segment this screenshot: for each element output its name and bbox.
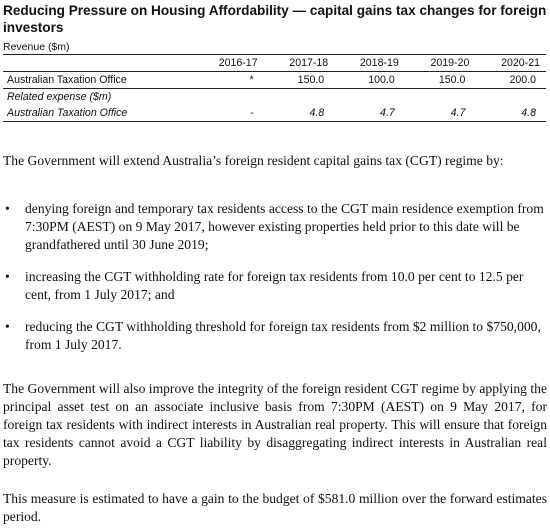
year-header-row — [3, 55, 546, 72]
header-blank — [3, 55, 193, 72]
estimate-paragraph: This measure is estimated to have a gain to the budget of $581.0 million over the forward estimates period. — [3, 491, 547, 524]
row-label: Australian Taxation Office — [3, 72, 193, 89]
year-header: 2019-20 — [405, 55, 476, 72]
budget-table — [3, 54, 546, 122]
expense-heading: Related expense ($m) — [7, 91, 112, 103]
expense-value: 4.8 — [264, 105, 335, 122]
revenue-value: 150.0 — [264, 72, 335, 89]
expense-heading-row — [3, 89, 546, 106]
bullet-icon: • — [5, 269, 10, 284]
list-item-text: reducing the CGT withholding threshold for foreign tax residents from $2 million to $750,000, from 1 July 2017. — [25, 319, 541, 352]
revenue-row — [3, 72, 546, 89]
revenue-value: * — [193, 72, 264, 89]
year-header: 2016-17 — [193, 55, 264, 72]
revenue-value: 200.0 — [475, 72, 546, 89]
bullet-icon: • — [5, 319, 10, 334]
measure-bullet-list — [3, 200, 547, 368]
list-item — [3, 268, 547, 304]
expense-value: 4.7 — [334, 105, 405, 122]
revenue-value: 100.0 — [334, 72, 405, 89]
list-item-text: denying foreign and temporary tax residents access to the CGT main residence exemption from 7:30PM (AEST) on 9 May 2017, however existing properties held prior to this date will be grandfathered until 30 June 2019; — [25, 201, 544, 252]
list-item — [3, 318, 547, 354]
list-item — [3, 200, 547, 254]
integrity-paragraph: The Government will also improve the integrity of the foreign resident CGT regime by applying the principal asset test on an associate inclusive basis from 7:30PM (AEST) on 9 May 2017, for foreign tax residents with indirect interests in Australian real property. This will ensure that foreign tax residents cannot avoid a CGT liability by disaggregating indirect interests in Australian real property. — [3, 381, 547, 468]
measure-title: Reducing Pressure on Housing Affordability — capital gains tax changes for foreign investors — [3, 3, 547, 35]
year-header: 2018-19 — [334, 55, 405, 72]
year-header: 2020-21 — [475, 55, 546, 72]
revenue-label: Revenue ($m) — [3, 41, 70, 53]
year-header: 2017-18 — [264, 55, 335, 72]
bullet-icon: • — [5, 201, 10, 216]
expense-value: 4.8 — [475, 105, 546, 122]
list-item-text: increasing the CGT withholding rate for foreign tax residents from 10.0 per cent to 12.5 per cent, from 1 July 2017; and — [25, 269, 524, 302]
expense-value: - — [193, 105, 264, 122]
intro-paragraph: The Government will extend Australia’s foreign resident capital gains tax (CGT) regime by: — [3, 153, 504, 168]
row-label: Australian Taxation Office — [3, 105, 193, 122]
expense-row — [3, 105, 546, 122]
revenue-value: 150.0 — [405, 72, 476, 89]
expense-value: 4.7 — [405, 105, 476, 122]
